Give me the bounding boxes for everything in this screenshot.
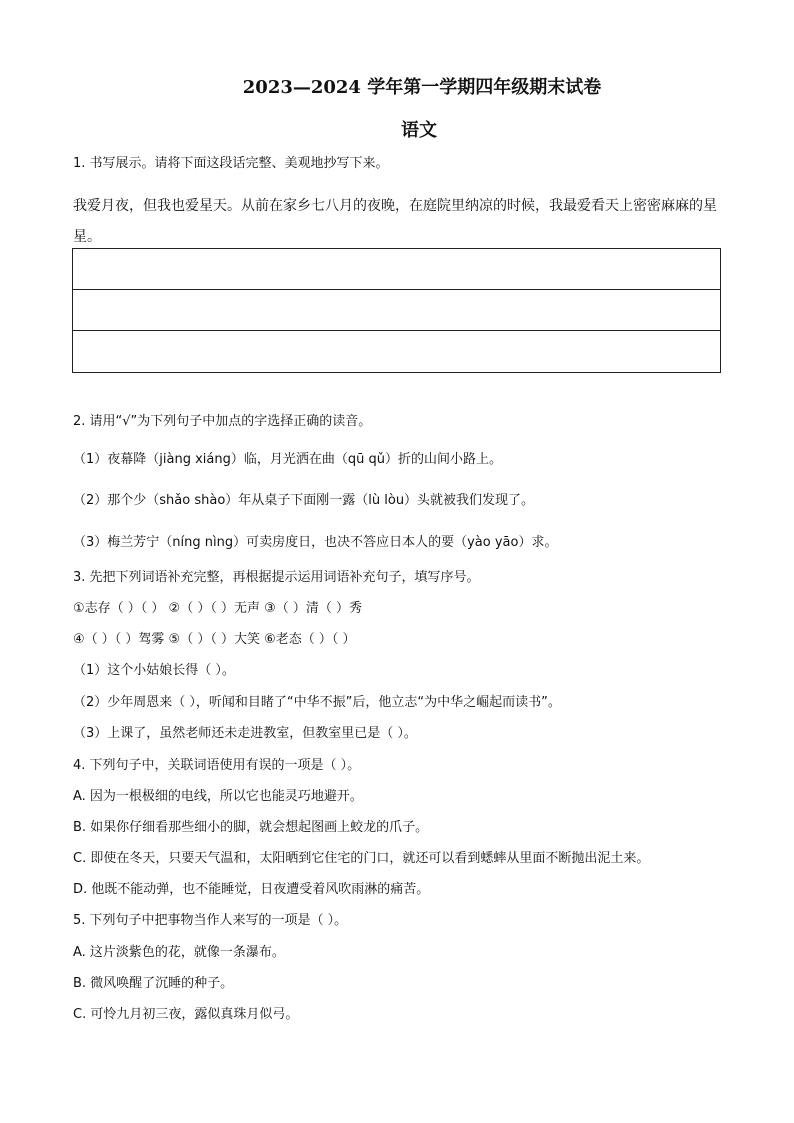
q2-item-1: （1）夜幕降（jiàng xiáng）临，月光洒在曲（qū qǔ）折的山间小路上。 bbox=[73, 452, 502, 467]
q4-option-b: B. 如果你仔细看那些细小的脚，就会想起图画上蛟龙的爪子。 bbox=[73, 820, 429, 835]
q3-words-row-1: ①志存（ ）（ ） ②（ ）（ ）无声 ③（ ）清（ ）秀 bbox=[73, 601, 363, 616]
q5-option-a: A. 这片淡紫色的花，就像一条瀑布。 bbox=[73, 945, 285, 960]
q3-prompt: 3. 先把下列词语补充完整，再根据提示运用词语补充句子，填写序号。 bbox=[73, 570, 480, 585]
q2-prompt: 2. 请用“√”为下列句子中加点的字选择正确的读音。 bbox=[73, 414, 372, 429]
writing-line-1[interactable] bbox=[73, 249, 720, 290]
q4-option-a: A. 因为一根极细的电线，所以它也能灵巧地避开。 bbox=[73, 789, 363, 804]
q2-item-2: （2）那个少（shǎo shào）年从桌子下面刚一露（lù lòu）头就被我们发现了。 bbox=[73, 493, 535, 508]
q3-item-2: （2）少年周恩来（ ），听闻和目睹了“中华不振”后，他立志“为中华之崛起而读书”。 bbox=[73, 695, 561, 710]
q5-option-b: B. 微风唤醒了沉睡的种子。 bbox=[73, 976, 234, 991]
q5-option-c: C. 可怜九月初三夜，露似真珠月似弓。 bbox=[73, 1007, 299, 1022]
q3-words-row-2: ④（ ）（ ）驾雾 ⑤（ ）（ ）大笑 ⑥老态（ ）（ ） bbox=[73, 632, 356, 647]
q3-item-3: （3）上课了，虽然老师还未走进教室，但教室里已是（ ）。 bbox=[73, 726, 417, 741]
q5-prompt: 5. 下列句子中把事物当作人来写的一项是（ ）。 bbox=[73, 913, 348, 928]
q1-passage: 我爱月夜，但我也爱星天。从前在家乡七八月的夜晚，在庭院里纳凉的时候，我最爱看天上密密麻麻的星星。 bbox=[73, 198, 717, 245]
exam-title: 2023—2024 学年第一学期四年级期末试卷 bbox=[242, 77, 602, 98]
q2-item-3: （3）梅兰芳宁（níng nìng）可卖房度日，也决不答应日本人的要（yào yāo）求。 bbox=[73, 535, 558, 550]
q1-prompt: 1. 书写展示。请将下面这段话完整、美观地抄写下来。 bbox=[73, 156, 389, 171]
subject-title: 语文 bbox=[401, 120, 437, 141]
q4-option-d: D. 他既不能动弹，也不能睡觉，日夜遭受着风吹雨淋的痛苦。 bbox=[73, 882, 430, 897]
writing-line-3[interactable] bbox=[73, 331, 720, 372]
writing-line-2[interactable] bbox=[73, 290, 720, 331]
q4-prompt: 4. 下列句子中，关联词语使用有误的一项是（ ）。 bbox=[73, 758, 361, 773]
q3-item-1: （1）这个小姑娘长得（ ）。 bbox=[73, 663, 235, 678]
copy-writing-grid[interactable] bbox=[72, 248, 721, 373]
q4-option-c: C. 即使在冬天，只要天气温和，太阳晒到它住宅的门口，就还可以看到蟋蟀从里面不断抛出泥土来。 bbox=[73, 851, 650, 866]
